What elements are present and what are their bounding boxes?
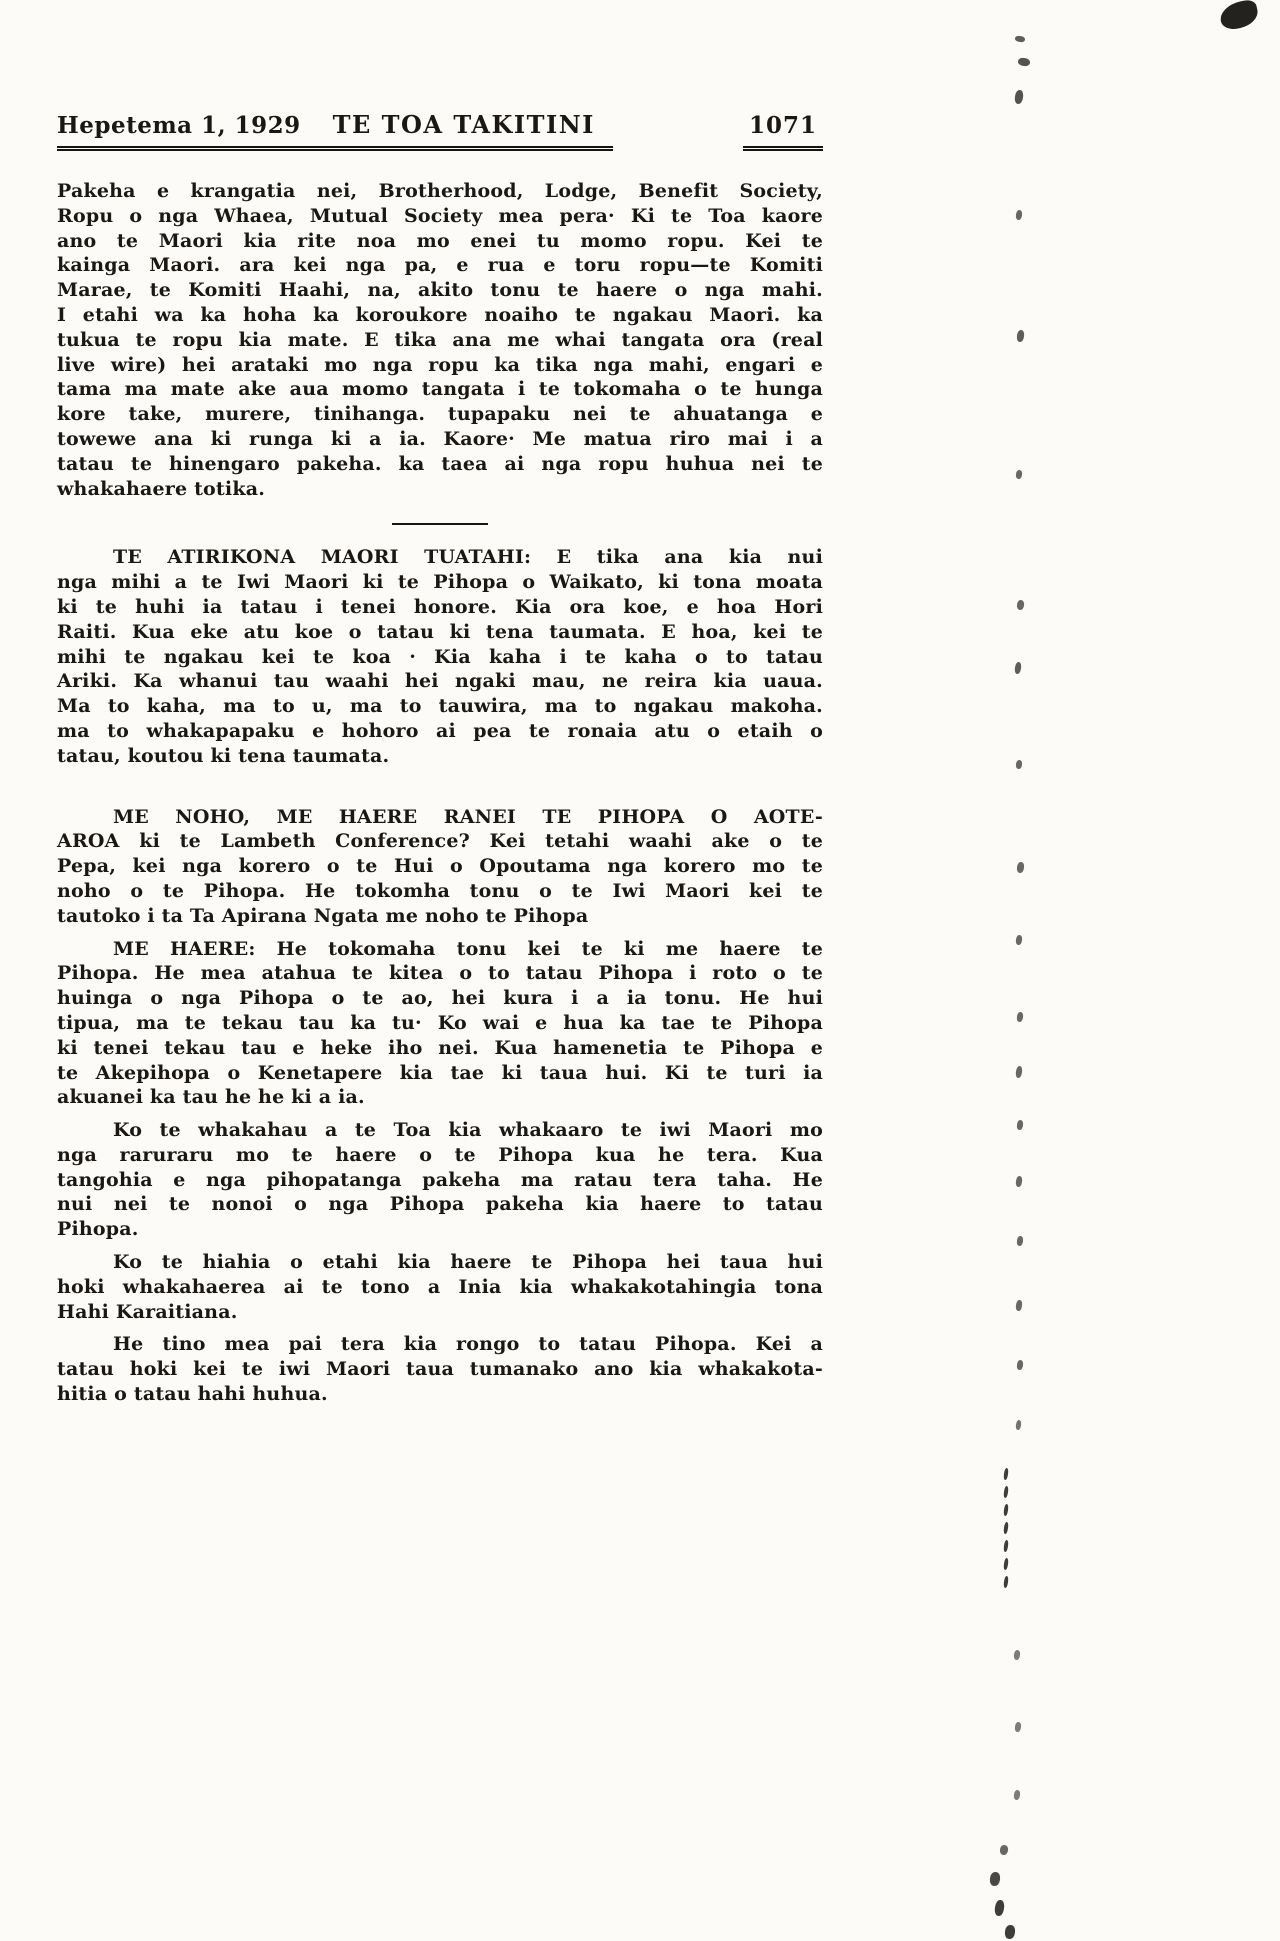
text-line: mihi te ngakau kei te koa · Kia kaha i te kaha o to tatau (57, 645, 823, 668)
scan-artifact (1016, 1120, 1023, 1131)
text-line: te Akepihopa o Kenetapere kia tae ki taua hui. Ki te turi ia (57, 1061, 823, 1084)
section-divider (392, 523, 488, 525)
scan-artifact (1015, 935, 1022, 946)
scan-artifact (1013, 1790, 1020, 1801)
scan-artifact (1015, 1420, 1021, 1431)
text-column (57, 110, 823, 1415)
text-line: Pihopa. He mea atahua te kitea o to tatau Pihopa i roto o te (57, 962, 823, 985)
scan-artifact (1014, 1722, 1021, 1733)
text-line: live wire) hei arataki mo nga ropu ka tika nga mahi, engari e (57, 353, 823, 376)
text-line: tangohia e nga pihopatanga pakeha ma ratau tera taha. He (57, 1168, 823, 1191)
scan-artifact (1003, 1522, 1009, 1534)
text-line: huinga o nga Pihopa o te ao, hei kura i a ia tonu. He hui (57, 987, 823, 1010)
text-line: akuanei ka tau he he ki a ia. (57, 1086, 365, 1109)
article-paragraph (57, 937, 823, 1111)
text-line: Ropu o nga Whaea, Mutual Society mea pera· Ki te Toa kaore (57, 204, 823, 227)
text-line: tatau hoki kei te iwi Maori taua tumanako ano kia whakakota- (57, 1358, 823, 1381)
article (57, 179, 823, 1407)
scan-artifact (1015, 470, 1022, 480)
article-paragraph (57, 179, 823, 501)
scan-artifact (1014, 90, 1024, 105)
scan-artifact (1003, 1468, 1009, 1480)
scan-artifact (1015, 35, 1026, 42)
scan-artifact (1016, 600, 1024, 611)
scan-artifact (1218, 0, 1261, 32)
article-paragraph (57, 805, 823, 929)
scan-artifact (1003, 1486, 1009, 1498)
text-line: ki te huhi ia tatau i tenei honore. Kia ora koe, e hoa Hori (57, 595, 823, 618)
text-line: Ma to kaha, ma to u, ma to tauwira, ma to ngakau makoha. (57, 695, 823, 718)
scan-artifact (999, 1844, 1008, 1855)
page-title: TE TOA TAKITINI (332, 110, 595, 139)
scan-artifact (1003, 1504, 1009, 1516)
scan-artifact (1016, 1360, 1023, 1371)
text-line: Marae, te Komiti Haahi, na, akito tonu te haere o nga mahi. (57, 279, 823, 302)
text-line: AROA ki te Lambeth Conference? Kei tetahi waahi ake o te (57, 830, 823, 853)
page-number: 1071 (743, 112, 823, 151)
issue-date: Hepetema 1, 1929 (57, 112, 301, 139)
article-paragraph (57, 1118, 823, 1242)
scan-artifact (1016, 1012, 1023, 1023)
text-line: tama ma mate ake aua momo tangata i te tokomaha o te hunga (57, 378, 823, 401)
text-line: Hahi Karaitiana. (57, 1300, 238, 1323)
text-line: tautoko i ta Ta Apirana Ngata me noho te Pihopa (57, 904, 589, 927)
text-line: tipua, ma te tekau tau ka tu· Ko wai e hua ka tae te Pihopa (57, 1011, 823, 1034)
scan-artifact (1013, 1650, 1020, 1661)
scan-artifact (1018, 57, 1031, 67)
scan-artifact (1003, 1540, 1009, 1552)
scan-artifact (1014, 662, 1022, 675)
text-line: tatau, koutou ki tena taumata. (57, 744, 390, 767)
text-line: I etahi wa ka hoha ka koroukore noaiho te ngakau Maori. ka (57, 303, 823, 326)
scan-artifact (1004, 1924, 1016, 1939)
scan-artifact (1015, 1176, 1022, 1188)
scan-artifact (1015, 760, 1022, 770)
scan-artifact (1003, 1576, 1009, 1588)
scan-artifact (1016, 862, 1024, 874)
text-line: ME NOHO, ME HAERE RANEI TE PIHOPA O AOTE- (113, 805, 823, 828)
text-line: hoki whakahaerea ai te tono a Inia kia whakakotahingia tona (57, 1275, 823, 1298)
text-line: tukua te ropu kia mate. E tika ana me whai tangata ora (real (57, 328, 823, 351)
text-line: He tino mea pai tera kia rongo to tatau Pihopa. Kei a (113, 1333, 823, 1356)
text-line: hitia o tatau hahi huhua. (57, 1383, 328, 1406)
masthead (57, 110, 823, 151)
article-paragraph (57, 545, 823, 768)
scan-artifact (1016, 1236, 1023, 1247)
text-line: nui nei te nonoi o nga Pihopa pakeha kia haere to tatau (57, 1193, 823, 1216)
masthead-left (57, 110, 613, 151)
text-line: nga mihi a te Iwi Maori ki te Pihopa o Waikato, ki tona moata (57, 571, 823, 594)
text-line: Pepa, kei nga korero o te Hui o Opoutama nga korero mo te (57, 855, 823, 878)
scan-artifact (1016, 330, 1025, 343)
scan-artifact (1003, 1558, 1009, 1570)
text-line: ma to whakapapaku e hohoro ai pea te ronaia atu o etaih o (57, 719, 823, 742)
text-line: Pakeha e krangatia nei, Brotherhood, Lodge, Benefit Society, (57, 180, 823, 202)
scan-artifact (1015, 1300, 1022, 1312)
article-paragraph (57, 1332, 823, 1406)
text-line: Ko te whakahau a te Toa kia whakaaro te iwi Maori mo (113, 1119, 823, 1142)
scan-artifact (1015, 210, 1022, 221)
text-line: ano te Maori kia rite noa mo enei tu momo ropu. Kei te (57, 229, 823, 252)
text-line: whakahaere totika. (57, 477, 266, 500)
text-line: Raiti. Kua eke atu koe o tatau ki tena taumata. E hoa, kei te (57, 620, 823, 643)
text-line: Ko te hiahia o etahi kia haere te Pihopa hei taua hui (113, 1251, 823, 1274)
text-line: kainga Maori. ara kei nga pa, e rua e toru ropu—te Komiti (57, 254, 823, 277)
text-line: noho o te Pihopa. He tokomha tonu o te Iwi Maori kei te (57, 879, 823, 902)
text-line: tatau te hinengaro pakeha. ka taea ai nga ropu huhua nei te (57, 452, 823, 475)
article-paragraph (57, 1250, 823, 1324)
text-line: kore take, murere, tinihanga. tupapaku nei te ahuatanga e (57, 403, 823, 426)
text-line: Ariki. Ka whanui tau waahi hei ngaki mau, ne reira kia uaua. (57, 670, 823, 693)
scan-artifact (994, 1899, 1005, 1916)
text-line: TE ATIRIKONA MAORI TUATAHI: E tika ana kia nui (113, 546, 823, 569)
text-line: ki tenei tekau tau e heke iho nei. Kua hamenetia te Pihopa e (57, 1036, 823, 1059)
scan-artifact (989, 1871, 1001, 1886)
text-line: nga raruraru mo te haere o te Pihopa kua he tera. Kua (57, 1143, 823, 1166)
text-line: ME HAERE: He tokomaha tonu kei te ki me haere te (113, 937, 823, 960)
text-line: towewe ana ki runga ki a ia. Kaore· Me matua riro mai i a (57, 427, 823, 450)
text-line: Pihopa. (57, 1218, 139, 1241)
scan-artifact (1015, 1066, 1023, 1079)
